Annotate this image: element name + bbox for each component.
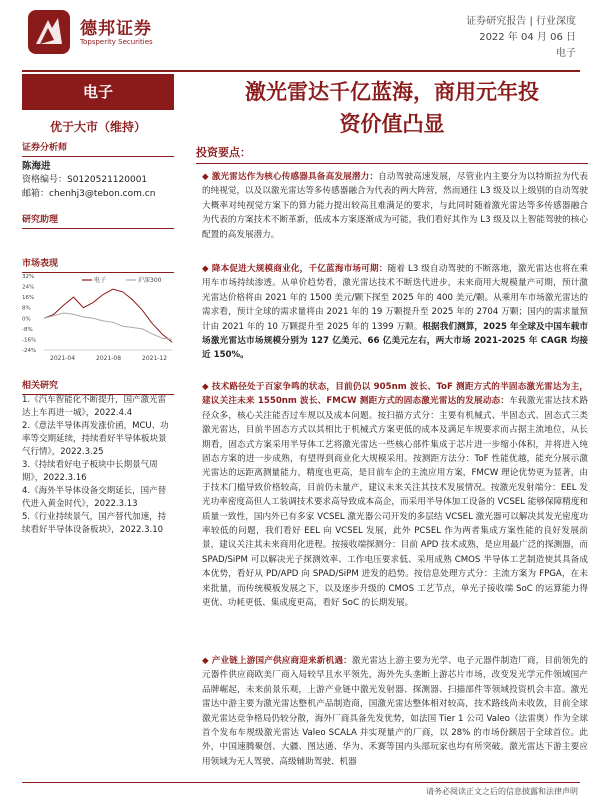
points-heading: 投资要点：: [196, 144, 588, 164]
report-title: [196, 76, 588, 140]
related-item[interactable]: 2.《意法半导体再发涨价函，MCU、功率等交期延续，持续看好半导体板块景气行情》，2022.3.25: [22, 421, 169, 457]
report-meta: [466, 14, 576, 62]
y-tick-label: -8%: [22, 326, 33, 333]
bullet-icon: ◆: [202, 382, 209, 392]
sector-label: 电子: [22, 74, 174, 110]
related-item[interactable]: 5.《行业持续景气，国产替代加速，持续看好半导体设备板块》，2022.3.10: [22, 512, 167, 535]
point-text: 随着 L3 级自动驾驶的不断落地，激光雷达也将在乘用车市场持续渗透。从单价趋势看，激光雷达技术不断迭代进步，未来商用大规模量产可期，预计激光雷达价格将由 2021 年的 1500 美元/颗下探至 2025 年的 400 美元/颗。从乘用车市场激光雷达的需求看，预计全球的需求量将由 2021 年的 19 万颗提升至 2025 年的 2704 万颗；国内的需求量预计由 2021 年的 10 万颗提升至 2025 年的 1399 万颗。: [202, 264, 588, 332]
analyst-heading: 证券分析师: [22, 140, 174, 157]
y-tick-label: -24%: [22, 348, 37, 354]
title-line: 激光雷达千亿蓝海，商用元年投: [245, 79, 539, 104]
bullet-icon: ◆: [202, 172, 209, 182]
footer-divider: [22, 782, 580, 783]
footer-disclaimer: 请务必阅读正文之后的信息披露和法律声明: [426, 787, 578, 796]
related-heading: 相关研究: [22, 378, 174, 395]
market-chart: [22, 270, 176, 366]
legend-label: 沪深300: [138, 277, 162, 284]
legend-label: 电子: [94, 277, 107, 284]
y-tick-label: 8%: [22, 305, 31, 312]
brand-name-en: Topsperity Securities: [80, 38, 153, 46]
assistant-heading: 研究助理: [22, 212, 174, 229]
point-bold: 根据我们测算，2025 年全球及中国车载市场激光雷达市场规模分别为 127 亿美元、66 亿美元左右，两大市场 2021-2025 年 CAGR 均接近 150%。: [202, 321, 588, 361]
report-date: 2022 年 04 月 06 日: [479, 32, 576, 43]
brand-name: 德邦证券: [80, 19, 152, 39]
analyst-registration: 资格编号：S0120521120001: [22, 175, 148, 185]
point-highlight: 目前仍以 905nm 波长、ToF 测距方式的半固态激光雷达为主，建议关注未来 1550nm 波长、FMCW 测距方式的固态激光雷达的发展动态：: [202, 382, 588, 407]
point-paragraph: [202, 170, 588, 242]
related-list: [22, 394, 174, 537]
report-sector: 电子: [556, 48, 576, 59]
series-line: [44, 313, 172, 339]
related-item[interactable]: 3.《持续看好电子板块中长期景气周期》，2022.3.16: [22, 460, 158, 483]
title-line: 资价值凸显: [339, 111, 445, 136]
report-type: 证券研究报告 | 行业深度: [466, 16, 576, 27]
point-highlight: 技术路径处于百家争鸣的状态，: [211, 382, 336, 392]
x-tick-label: 2021-08: [96, 355, 122, 362]
point-highlight: 产业链上游国产供应商迎来新机遇：: [211, 656, 352, 666]
point-text: 激光雷达上游主要为光学、电子元器件制造厂商，目前领先的元器件供应商欧美厂商入局较早且水平领先，海外先头垄断上游芯片市场，改变发光学元件领域国产品牌崛起，未来前景乐观，上游产业链中激光发射器、探测器、扫描部件等领域投资机会丰富。激光雷达中游主要为激光雷达整机产品制造商，国激光雷达整体相对较高，技术路线尚未收敛，目前全球激光雷达竞争格局仍较分散，海外厂商具备先发优势，如法国 Tier 1 公司 Valeo（法雷奥）作为全球首个发布车规级激光雷达 Valeo SCALA 并实现量产的厂商，以 28% 的市场份额居于全球首位。此外，中国速腾聚创、大疆、图达通、华为、禾赛等国内头部玩家也均有所突破。激光雷达下游主要应用领域为无人驾驶、高级辅助驾驶、机器: [202, 656, 588, 767]
point-paragraph: [202, 262, 588, 363]
bullet-icon: ◆: [202, 264, 209, 274]
y-tick-label: 16%: [22, 295, 35, 302]
company-logo: [28, 10, 70, 54]
x-tick-label: 2021-12: [142, 355, 168, 362]
point-paragraph: [202, 654, 588, 769]
analyst-name: 陈海进: [22, 161, 51, 172]
point-paragraph: [202, 380, 588, 611]
point-text: 车载激光雷达技术路径众多，核心关注能否过车规以及成本问题。按扫描方式分：主要有机械式、半固态式、固态式三类激光雷达，目前半固态方式以其相比于机械式方案更低的成本及满足车规要求而占据主流地位，从长期看，固态式方案采用半导体工艺将激光雷达一些核心部件集成于芯片进一步缩小体积，并将进入纯固态方案的进一步成熟，有望得到商业化大规模采用。按测距方法分：ToF 性能优越，能充分展示激光雷达的远距离测量能力，精度也更高，是目前车企的主流应用方案，FMCW 理论优势更为显著，由于技术门槛导致价格较高，目前仍未量产，建议未来关注其技术发展情况。按激光发射端分：EEL 发光功率密度高但人工装调技术要求高导致成本高企，而采用半导体加工设备的 VCSEL 能够保障精度和质量一致性，国内外已有多家 VCSEL 激光器公司开发的多层结 VCSEL 激光器可以解决其发光密度功率较低的问题，我们看好 EEL 向 VCSEL 发展，此外 PCSEL 作为两者集成方案性能的良好发展前景，建议关注其未来商用化进程。按接收端探测分：目前 APD 技术成熟，是应用最广泛的探测器，而 SPAD/SiPM 可以解决光子探测效率、工作电压要求低、采用成熟 CMOS 半导体工艺制造使其具备成本优势，看好从 PD/APD 向 SPAD/SiPM 进发的趋势。按信息处理方式分：主流方案为 FPGA，在未来批量，而传统模板发展之下，以及逐步升级的 CMOS 工艺节点，单光子接收端 SoC 的运算能力得更优、功耗更低、集成度更高，看好 SoC 的长期发展。: [202, 396, 588, 609]
y-tick-label: 24%: [22, 284, 35, 291]
market-heading: 市场表现: [22, 256, 174, 273]
point-highlight: 激光雷达作为核心传感器具备高发展潜力：: [211, 172, 379, 182]
x-tick-label: 2021-04: [50, 355, 76, 362]
analyst-email[interactable]: 邮箱：chenhj3@tebon.com.cn: [22, 189, 156, 199]
bullet-icon: ◆: [202, 656, 209, 666]
point-text: 自动驾驶高速发展，尽管业内主要分为以特斯拉为代表的纯视觉，以及以激光雷达等多传感器融合为代表的两大阵营，然而通往 L3 级及以上级别的自动驾驶大概率对纯视觉方案下的算力能力提出较高且难满足的要求，与此同时随着激光雷达等多传感器融合为代表的方案技术不断革新，低成本方案逐渐成为可能，我们看好其作为 L3 级及以上智能驾驶的核心配置的高发展潜力。: [202, 172, 588, 240]
point-highlight: 降本促进大规模商业化，千亿蓝海市场可期：: [211, 264, 388, 274]
related-item[interactable]: 4.《海外半导体设备交期延长，国产替代进入黄金时代》，2022.3.13: [22, 486, 167, 509]
related-item[interactable]: 1.《汽车智能化不断提升，国产激光雷达上车再进一城》，2022.4.4: [22, 395, 167, 418]
y-tick-label: 32%: [22, 274, 35, 280]
header-divider: [22, 70, 580, 72]
rating: 优于大市（维持）: [49, 120, 146, 134]
y-tick-label: -16%: [22, 337, 37, 344]
y-tick-label: 0%: [22, 316, 31, 323]
